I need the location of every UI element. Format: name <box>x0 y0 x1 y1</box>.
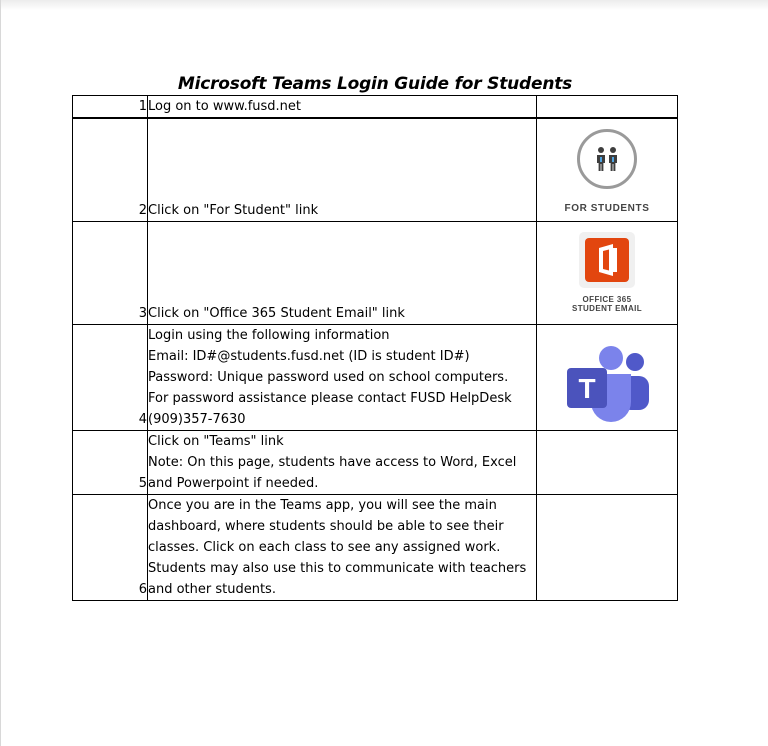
step-line: Click on "For Student" link <box>148 203 319 218</box>
step-number: 6 <box>73 495 148 601</box>
student-circle <box>577 129 637 189</box>
step-line: Students may also use this to communicate with teachers <box>148 561 527 576</box>
step-number: 1 <box>73 96 148 119</box>
teams-letter: T <box>578 373 596 404</box>
students-icon <box>592 144 622 174</box>
step-line: and Powerpoint if needed. <box>148 476 319 491</box>
step-line: Click on "Teams" link <box>148 434 284 449</box>
step-number: 5 <box>73 431 148 495</box>
step-number: 4 <box>73 325 148 431</box>
label-line: OFFICE 365 <box>582 295 632 304</box>
step-image-cell <box>537 222 678 325</box>
step-line: dashboard, where students should be able to see their <box>148 519 504 534</box>
step-text <box>148 118 537 222</box>
step-line: and other students. <box>148 582 276 597</box>
step-number: 2 <box>73 118 148 222</box>
table-row-6 <box>73 495 678 601</box>
step-text <box>148 495 537 601</box>
table-row-2 <box>73 118 678 222</box>
login-guide-table <box>72 95 678 601</box>
teams-logo-icon <box>559 346 655 430</box>
office-365-link-image <box>537 232 677 313</box>
step-line: Click on "Office 365 Student Email" link <box>148 306 405 321</box>
step-line: Log on to www.fusd.net <box>148 99 302 114</box>
office-365-label <box>537 295 677 313</box>
label-line: STUDENT EMAIL <box>571 304 643 313</box>
step-line: Once you are in the Teams app, you will see the main <box>148 498 497 513</box>
step-image-cell <box>537 118 678 222</box>
step-number: 3 <box>73 222 148 325</box>
office-logo-icon <box>582 235 632 285</box>
table-row-4 <box>73 325 678 431</box>
for-students-label: FOR STUDENTS <box>564 203 650 214</box>
step-line: Login using the following information <box>148 328 390 343</box>
step-line: Password: Unique password used on school computers. <box>148 370 509 385</box>
step-line: (909)357-7630 <box>148 412 246 427</box>
step-text <box>148 431 537 495</box>
step-line: Note: On this page, students have access to Word, Excel <box>148 455 517 470</box>
step-line: classes. Click on each class to see any assigned work. <box>148 540 501 555</box>
page-top-shadow <box>0 0 768 10</box>
step-text <box>148 96 537 119</box>
office-365-tile <box>579 232 635 288</box>
step-image-cell <box>537 431 678 495</box>
step-image-cell <box>537 96 678 119</box>
step-image-cell <box>537 325 678 431</box>
page-left-edge <box>0 0 1 746</box>
table-row-1 <box>73 96 678 119</box>
step-line: Email: ID#@students.fusd.net (ID is student ID#) <box>148 349 470 364</box>
step-text <box>148 222 537 325</box>
step-image-cell <box>537 495 678 601</box>
step-line: For password assistance please contact FUSD HelpDesk <box>148 391 512 406</box>
page-title: Microsoft Teams Login Guide for Students <box>177 74 573 94</box>
table-row-5 <box>73 431 678 495</box>
step-text <box>148 325 537 431</box>
table-row-3 <box>73 222 678 325</box>
for-students-link-image <box>537 129 677 214</box>
